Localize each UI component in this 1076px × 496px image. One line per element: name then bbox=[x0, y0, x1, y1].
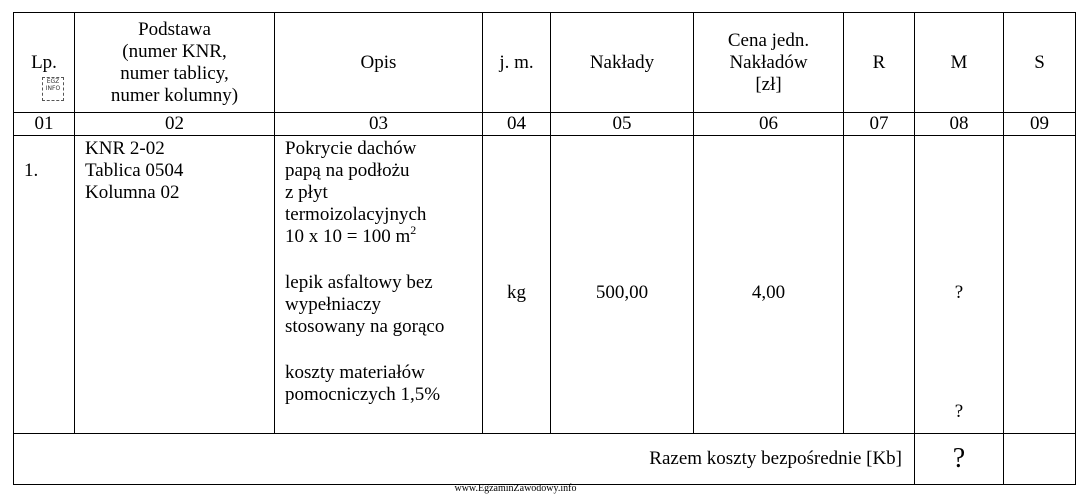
header-podstawa-line: numer tablicy, bbox=[120, 62, 229, 84]
row-opis-line: z płyt bbox=[285, 182, 328, 203]
table-row bbox=[14, 136, 1076, 434]
header-row bbox=[14, 13, 1076, 113]
row-opis-line: wypełniaczy bbox=[285, 294, 382, 315]
row-cena: 4,00 bbox=[751, 282, 786, 303]
column-number: 04 bbox=[483, 113, 551, 136]
row-cena-cell bbox=[694, 136, 844, 434]
row-s-cell bbox=[1004, 136, 1076, 434]
row-opis-area-text: 10 x 10 = 100 m bbox=[285, 226, 411, 247]
header-lp-label: Lp. bbox=[31, 51, 57, 73]
column-number: 09 bbox=[1004, 113, 1076, 136]
header-cena-line: Nakładów bbox=[729, 51, 808, 73]
row-lp: 1. bbox=[24, 160, 39, 181]
row-opis-line: stosowany na gorąco bbox=[285, 316, 445, 337]
column-number: 01 bbox=[14, 113, 75, 136]
row-opis-line: koszty materiałów bbox=[285, 362, 425, 383]
summary-row bbox=[14, 434, 1076, 485]
header-podstawa-line: Podstawa bbox=[138, 18, 211, 40]
row-podstawa-line: Kolumna 02 bbox=[85, 182, 180, 203]
column-number: 03 bbox=[275, 113, 483, 136]
column-number: 06 bbox=[694, 113, 844, 136]
row-opis-area-sup: 2 bbox=[410, 223, 417, 237]
cost-estimate-table bbox=[13, 12, 1076, 485]
row-podstawa-cell bbox=[75, 136, 275, 434]
row-m-value: ? bbox=[954, 282, 964, 303]
header-cena-line: Cena jedn. bbox=[727, 29, 810, 51]
header-podstawa bbox=[75, 13, 275, 113]
row-naklady: 500,00 bbox=[595, 282, 649, 303]
row-naklady-cell bbox=[551, 136, 694, 434]
column-number: 08 bbox=[915, 113, 1004, 136]
row-r-cell bbox=[844, 136, 915, 434]
header-naklady: Nakłady bbox=[551, 13, 694, 113]
row-opis-line: termoizolacyjnych bbox=[285, 204, 427, 225]
watermark-logo bbox=[42, 77, 64, 101]
row-opis-line: Pokrycie dachów bbox=[285, 138, 417, 159]
header-r: R bbox=[844, 13, 915, 113]
row-opis-line: papą na podłożu bbox=[285, 160, 410, 181]
summary-m-value: ? bbox=[915, 434, 1004, 485]
footer-url: www.EgzaminZawodowy.info bbox=[454, 483, 577, 494]
column-number-row bbox=[14, 113, 1076, 136]
column-number: 07 bbox=[844, 113, 915, 136]
column-number: 05 bbox=[551, 113, 694, 136]
header-s: S bbox=[1004, 13, 1076, 113]
column-number: 02 bbox=[75, 113, 275, 136]
header-jm: j. m. bbox=[483, 13, 551, 113]
summary-s-cell bbox=[1004, 434, 1076, 485]
row-podstawa-line: Tablica 0504 bbox=[85, 160, 184, 181]
row-opis-line: pomocniczych 1,5% bbox=[285, 384, 441, 405]
row-m-value: ? bbox=[954, 401, 964, 422]
header-cena bbox=[694, 13, 844, 113]
watermark-logo-text: EGZ INFO bbox=[45, 78, 61, 92]
header-cena-line: [zł] bbox=[755, 73, 782, 95]
row-opis-line: lepik asfaltowy bez bbox=[285, 272, 433, 293]
header-podstawa-line: (numer KNR, bbox=[122, 40, 227, 62]
header-opis: Opis bbox=[275, 13, 483, 113]
header-m: M bbox=[915, 13, 1004, 113]
row-lp-cell bbox=[14, 136, 75, 434]
row-jm-cell bbox=[483, 136, 551, 434]
row-opis-area bbox=[285, 223, 482, 248]
header-podstawa-line: numer kolumny) bbox=[110, 84, 239, 106]
summary-label: Razem koszty bezpośrednie [Kb] bbox=[14, 434, 915, 485]
row-podstawa-line: KNR 2-02 bbox=[85, 138, 165, 159]
row-m-cell bbox=[915, 136, 1004, 434]
row-opis-cell bbox=[275, 136, 483, 434]
header-lp bbox=[14, 13, 75, 113]
row-jm: kg bbox=[507, 282, 526, 303]
